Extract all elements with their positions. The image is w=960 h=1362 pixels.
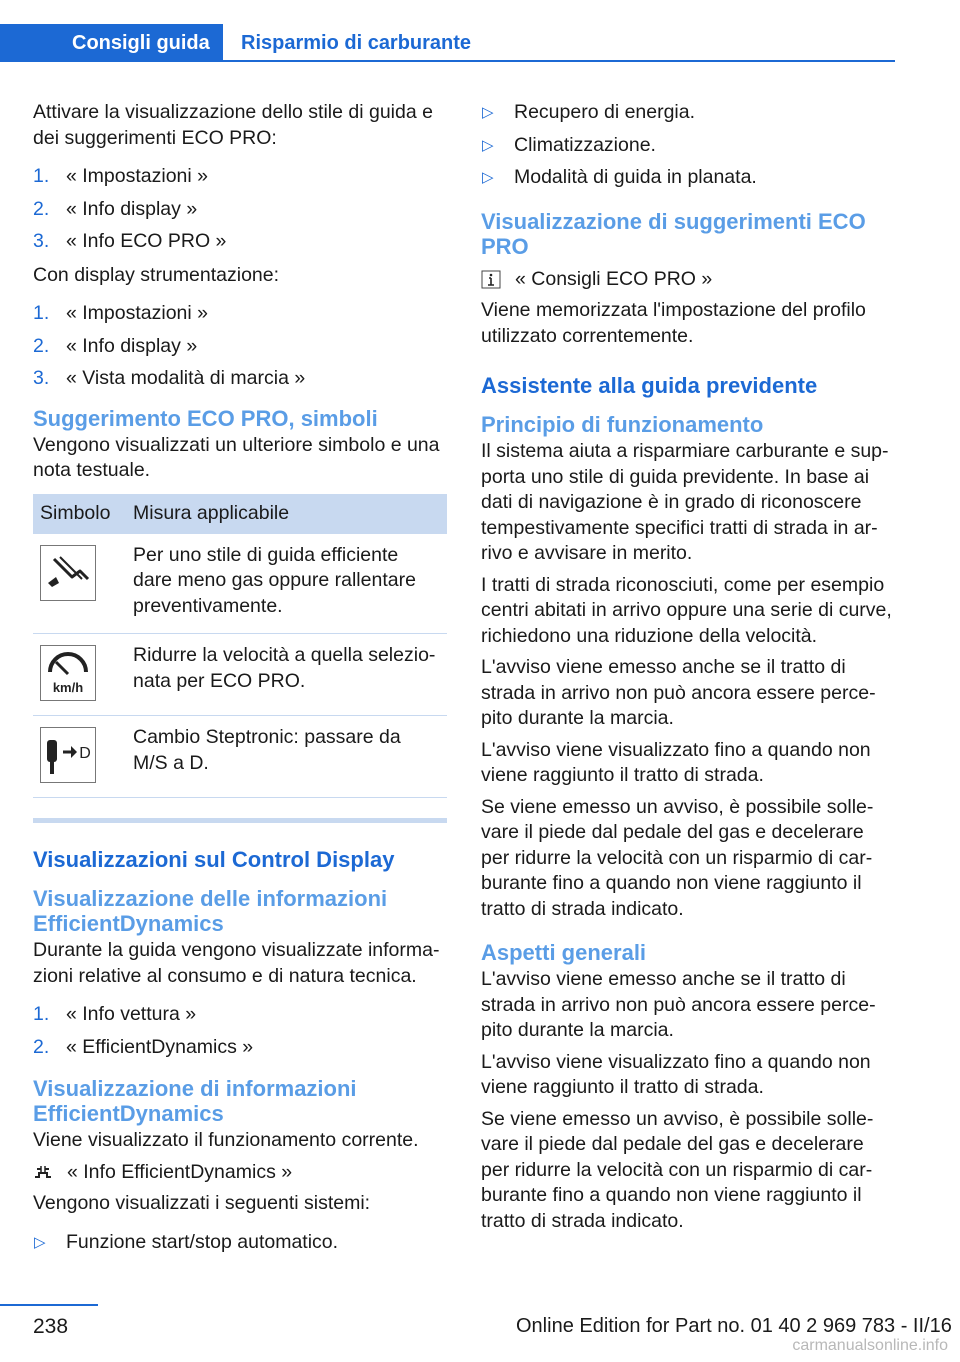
general-p3: Se viene emesso un avviso, è possibile sollevare il piede dal pedale del gas e decelerare per ridurre la velocità con un risparmio di carburante fino a quando non viene raggiunto il tratto di strada indicato.: [481, 1107, 874, 1232]
systems-list-cont: [481, 100, 895, 191]
list-item: 1. « Info vettura »: [33, 1003, 197, 1025]
svg-text:D: D: [79, 745, 91, 762]
list-item: ▷ Recupero di energia.: [482, 101, 696, 123]
info-text: Durante la guida vengono visualizzate informazioni relative al consumo e di natura tecnica.: [33, 939, 440, 987]
intro-text: Attivare la visualizzazione dello stile di guida e dei suggerimenti ECO PRO:: [33, 101, 433, 149]
list-item: 3. « Vista modalità di marcia »: [33, 367, 306, 389]
list-item: 2. « EfficientDynamics »: [33, 1035, 254, 1058]
efficientdynamics-icon: [33, 1163, 53, 1182]
symbols-text: Vengono visualizzati un ulteriore simbolo e una nota testuale.: [33, 433, 440, 481]
table-cell-text: Per uno stile di guida efficiente dare meno gas oppure rallentare preventivamente.: [126, 534, 447, 634]
gear-lever-to-d-icon: [40, 727, 96, 783]
heading-control-display: Visualizzazioni sul Control Display: [33, 847, 395, 872]
principle-p2: I tratti di strada riconosciuti, come per esempio centri abitati in arrivo oppure una serie di curve, richiedono una riduzione della velocità.: [481, 573, 892, 647]
list-item: 3. « Info ECO PRO »: [33, 230, 227, 252]
table-cell-text: Ridurre la velocità a quella selezionata per ECO PRO.: [126, 634, 447, 716]
list-item: ▷ Climatizzazione.: [482, 133, 656, 156]
table-row: [33, 716, 447, 798]
principle-p5: Se viene emesso un avviso, è possibile sollevare il piede dal pedale del gas e decelerare per ridurre la velocità con un risparmio di carburante fino a quando non viene raggiunto il tratto di strada indicato.: [481, 795, 874, 920]
menu-path-list-1: [33, 164, 447, 255]
watermark: carmanualsonline.info: [792, 1337, 948, 1354]
right-column: [481, 100, 895, 1240]
svg-text:km/h: km/h: [52, 680, 84, 695]
list-item: ▷ Funzione start/stop automatico.: [34, 1230, 339, 1253]
menu-ed-line: « Info EfficientDynamics »: [33, 1160, 447, 1186]
list-item: 1. « Impostazioni »: [33, 302, 208, 324]
menu-path-list-3: [33, 1002, 447, 1060]
header-rule: [223, 60, 895, 62]
display-note: Con display strumentazione:: [33, 263, 280, 286]
heading-info-ed-2: Visualizzazione di informazioni EfficientDynamics: [33, 1076, 357, 1126]
table-row: [33, 634, 447, 716]
foot-off-pedal-icon: [40, 545, 96, 601]
speedometer-kmh-icon: [40, 645, 96, 701]
list-item: 1. « Impostazioni »: [33, 165, 208, 187]
principle-p3: L'avviso viene emesso anche se il tratto di strada in arrivo non può ancora essere percepito durante la marcia.: [481, 656, 876, 729]
principle-p1: Il sistema aiuta a risparmiare carburante e supporta uno stile di guida previdente. In base ai dati di navigazione è in grado di riconoscere tempestivamente specifici tratti di strada in arrivo e avvisare in merito.: [481, 440, 889, 564]
edition-text: Online Edition for Part no. 01 40 2 969 783 - II/16: [516, 1315, 952, 1337]
tips-text: Viene memorizzata l'impostazione del profilo utilizzato correntemente.: [481, 299, 866, 347]
list-item: 2. « Info display »: [33, 197, 198, 220]
table-header-symbol: Simbolo: [33, 494, 126, 534]
subsection-tab: Risparmio di carburante: [241, 32, 472, 54]
heading-principle: Principio di funzionamento: [481, 412, 764, 437]
principle-p4: L'avviso viene visualizzato fino a quando non viene raggiunto il tratto di strada.: [481, 738, 871, 786]
info2-text: Viene visualizzato il funzionamento corrente.: [33, 1129, 419, 1151]
systems-list: [33, 1230, 447, 1256]
heading-general: Aspetti generali: [481, 940, 647, 965]
general-p2: L'avviso viene visualizzato fino a quando non viene raggiunto il tratto di strada.: [481, 1050, 871, 1098]
heading-symbols: Suggerimento ECO PRO, simboli: [33, 405, 378, 431]
heading-info-ed: Visualizzazione delle informazioni EfficientDynamics: [33, 886, 388, 936]
page-number: 238: [33, 1315, 69, 1338]
info-menu-icon: [481, 270, 501, 289]
section-tab: Consigli guida: [0, 24, 223, 62]
list-item: 2. « Info display »: [33, 334, 198, 357]
systems-text: Vengono visualizzati i seguenti sistemi:: [33, 1192, 371, 1214]
general-p1: L'avviso viene emesso anche se il tratto di strada in arrivo non può ancora essere percepito durante la marcia.: [481, 968, 876, 1041]
left-column: [33, 100, 447, 1263]
heading-predictive-assistant: Assistente alla guida previdente: [481, 373, 818, 398]
symbols-table: [33, 494, 447, 799]
table-cell-text: Cambio Steptronic: passare da M/S a D.: [126, 716, 447, 798]
footer-rule: [0, 1304, 98, 1306]
table-header-measure: Misura applicabile: [126, 494, 447, 534]
menu-tips-line: « Consigli ECO PRO »: [481, 267, 895, 293]
table-bottom-rule: [33, 818, 447, 823]
list-item: ▷ Modalità di guida in planata.: [482, 166, 757, 188]
table-row: [33, 534, 447, 634]
page-header: [0, 24, 895, 62]
heading-eco-tips: Visualizzazione di suggerimenti ECO PRO: [481, 208, 866, 259]
menu-path-list-2: [33, 301, 447, 392]
